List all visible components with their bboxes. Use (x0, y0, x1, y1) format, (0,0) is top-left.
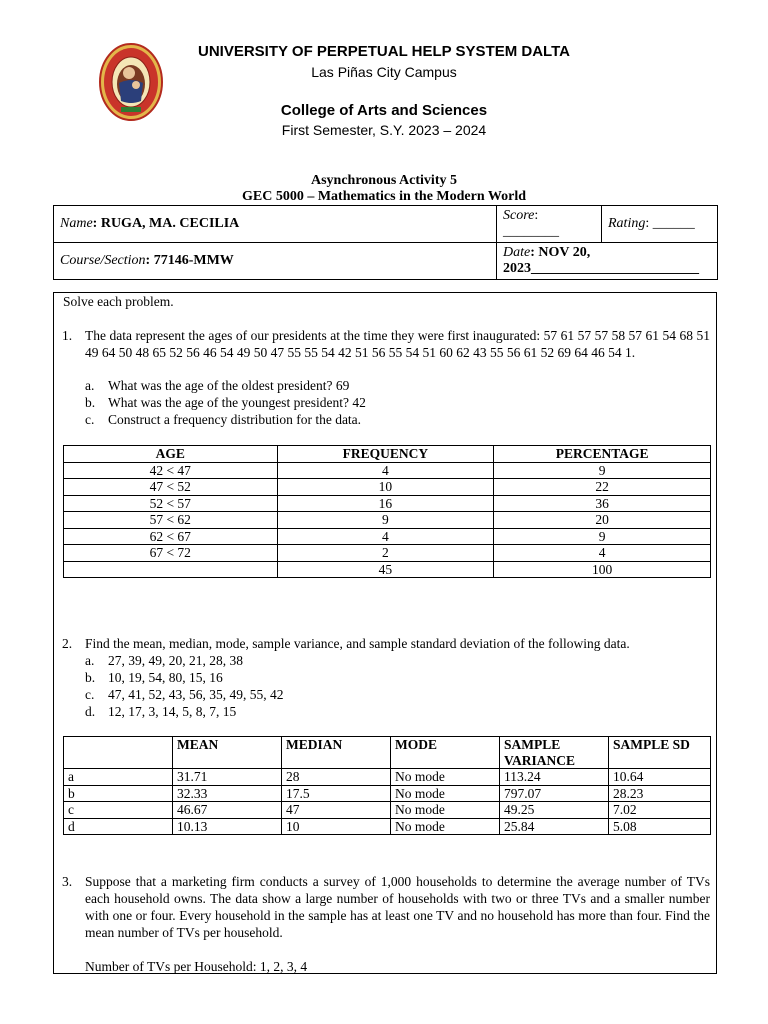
stats-header-mean: MEAN (173, 737, 282, 769)
problem-2-number: 2. (62, 636, 73, 651)
name-label: Name (60, 216, 93, 231)
problem-1-item-c: c. Construct a frequency distribution for the data. (85, 412, 362, 427)
problem-1-item-a: a. What was the age of the oldest president? 69 (85, 378, 350, 393)
name-value: : RUGA, MA. CECILIA (92, 216, 240, 231)
stats-header-blank (64, 737, 173, 769)
student-info-table (53, 205, 718, 280)
course-cell (54, 243, 497, 280)
score-label: Score (503, 208, 535, 223)
freq-header-age: AGE (64, 446, 278, 463)
statistics-table (63, 736, 711, 835)
table-row: 47 < 52 10 22 (64, 479, 711, 496)
problem-3-tv-line: Number of TVs per Household: 1, 2, 3, 4 (85, 959, 308, 974)
score-cell (497, 206, 602, 243)
rating-blank: : ______ (645, 216, 695, 231)
score-blank: : ________ (503, 208, 559, 239)
frequency-table (63, 445, 711, 578)
course-label: Course/Section (60, 253, 146, 268)
stats-header-median: MEDIAN (282, 737, 391, 769)
activity-course: GEC 5000 – Mathematics in the Modern World (241, 189, 526, 204)
semester-label: First Semester, S.Y. 2023 – 2024 (281, 122, 487, 138)
rating-label: Rating (608, 216, 646, 231)
instructions: Solve each problem. (63, 294, 174, 309)
freq-header-frequency: FREQUENCY (277, 446, 494, 463)
problems-box (53, 292, 717, 974)
problem-1-text: The data represent the ages of our presidents at the time they were first inaugurated: 57 61 57 57 58 57 61 54 68 51 49 64 50 48 65 52 56 46 54 49 50 47 55 55 54 42 51 56 55 54 51 60 62 43 55 56 61 52 69 64 46 54 1. (85, 328, 710, 360)
table-row-total: 45 100 (64, 561, 711, 578)
table-row: 42 < 47 4 9 (64, 462, 711, 479)
table-row: a 31.71 28 No mode 113.24 10.64 (64, 769, 711, 786)
problem-2-text: Find the mean, median, mode, sample variance, and sample standard deviation of the following data. (85, 636, 630, 651)
stats-header-mode: MODE (391, 737, 500, 769)
problem-2-item-a: a. 27, 39, 49, 20, 21, 28, 38 (85, 653, 243, 668)
table-row: 57 < 62 9 20 (64, 512, 711, 529)
date-cell (497, 243, 718, 280)
table-row: c 46.67 47 No mode 49.25 7.02 (64, 802, 711, 819)
document-header (0, 0, 768, 180)
problem-1-item-b: b. What was the age of the youngest president? 42 (85, 395, 366, 410)
table-row: 67 < 72 2 4 (64, 545, 711, 562)
table-row: 52 < 57 16 36 (64, 495, 711, 512)
name-cell (54, 206, 497, 243)
date-label: Date (503, 245, 531, 260)
activity-title: Asynchronous Activity 5 (311, 173, 457, 188)
problem-2-item-b: b. 10, 19, 54, 80, 15, 16 (85, 670, 223, 685)
table-row: 62 < 67 4 9 (64, 528, 711, 545)
stats-header-sd: SAMPLE SD (609, 737, 711, 769)
campus-name: Las Piñas City Campus (311, 64, 457, 80)
table-row: b 32.33 17.5 No mode 797.07 28.23 (64, 785, 711, 802)
problem-2-item-d: d. 12, 17, 3, 14, 5, 8, 7, 15 (85, 704, 237, 719)
stats-header-variance: SAMPLE VARIANCE (500, 737, 609, 769)
date-value: : NOV 20, 2023________________________ (503, 245, 699, 276)
problem-3-text: Suppose that a marketing firm conducts a survey of 1,000 households to determine the average number of TVs each household owns. The data show a large number of households with two or three TVs and a smaller number with one or four. Every household in the sample has at least one TV and no household has more than four. Find the mean number of TVs per household. (85, 874, 710, 940)
university-name: UNIVERSITY OF PERPETUAL HELP SYSTEM DALTA (198, 43, 570, 60)
problem-3-number: 3. (62, 874, 73, 889)
college-name: College of Arts and Sciences (280, 102, 488, 119)
problem-2-item-c: c. 47, 41, 52, 43, 56, 35, 49, 55, 42 (85, 687, 284, 702)
course-value: : 77146-MMW (145, 253, 234, 268)
freq-header-percentage: PERCENTAGE (494, 446, 711, 463)
problem-1-number: 1. (62, 328, 73, 343)
rating-cell (602, 206, 718, 243)
table-row: d 10.13 10 No mode 25.84 5.08 (64, 818, 711, 835)
